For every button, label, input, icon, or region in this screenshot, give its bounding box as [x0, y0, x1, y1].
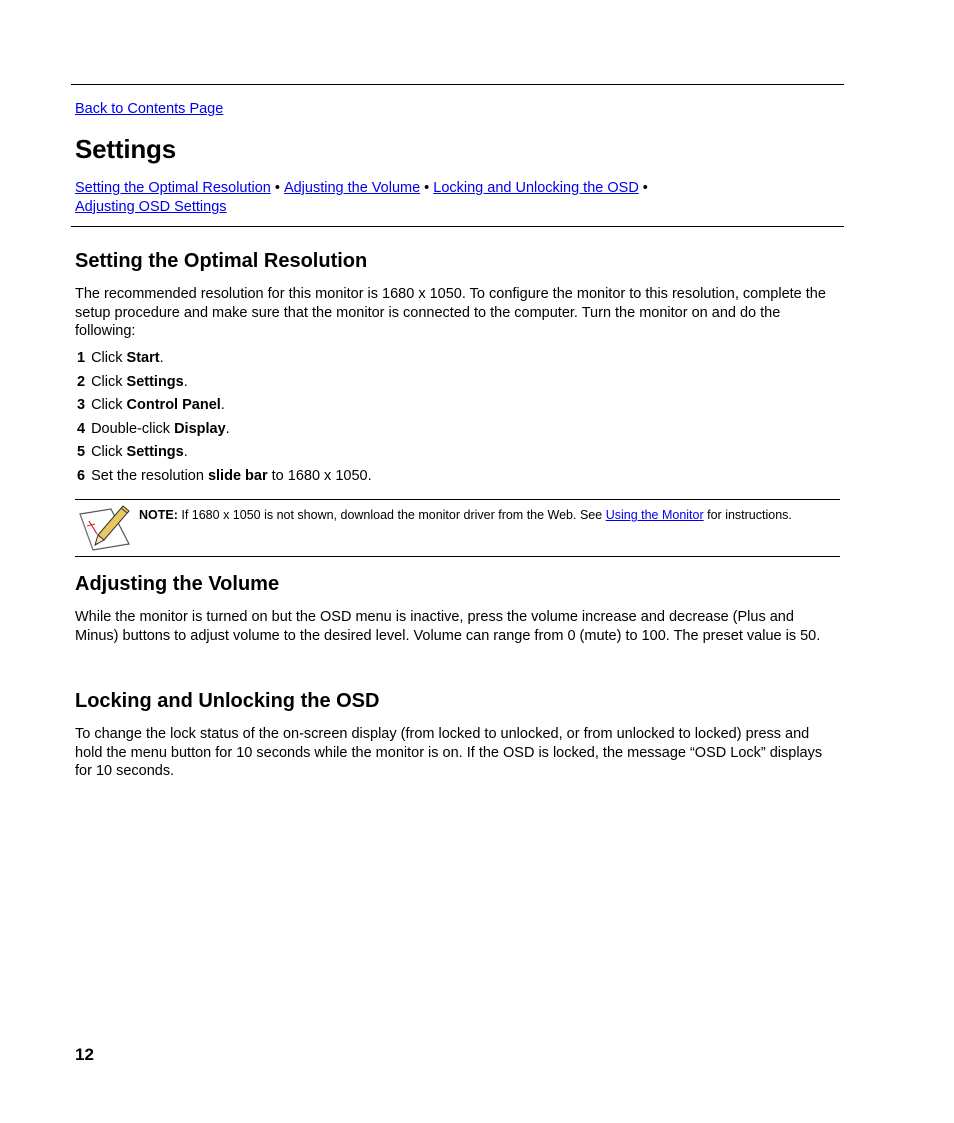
toc-link-locking-osd[interactable]: Locking and Unlocking the OSD: [433, 180, 639, 196]
page-number: 12: [75, 1045, 94, 1064]
step-text: Click: [91, 444, 127, 460]
toc-separator: •: [642, 180, 648, 196]
step-text: Double-click: [91, 420, 175, 437]
step-number: 2: [77, 373, 86, 390]
top-divider: [71, 84, 844, 85]
step-text-end: .: [159, 350, 164, 366]
note-label: NOTE:: [139, 508, 178, 522]
using-the-monitor-link[interactable]: Using the Monitor: [605, 508, 704, 522]
section-divider: [71, 226, 844, 227]
back-to-contents-link[interactable]: Back to Contents Page: [75, 101, 224, 117]
section-heading-resolution: Setting the Optimal Resolution: [75, 250, 368, 272]
resolution-steps: [77, 349, 372, 490]
step-text-end: .: [225, 420, 230, 437]
note-body: If 1680 x 1050 is not shown, download the monitor driver from the Web. See: [177, 508, 606, 522]
step-ui-term: Display: [174, 420, 226, 437]
step-item: [77, 467, 372, 491]
page-title: Settings: [75, 134, 176, 164]
step-number: 1: [77, 350, 86, 366]
toc-link-osd-settings[interactable]: Adjusting OSD Settings: [75, 199, 227, 215]
step-item: [77, 396, 372, 420]
step-text: Set the resolution: [91, 467, 208, 484]
resolution-intro: The recommended resolution for this monitor is 1680 x 1050. To configure the monitor to this resolution, complete the setup procedure and make sure that the monitor is connected to the computer. Turn the monitor on and do the following:: [75, 286, 826, 339]
step-ui-term: Start: [126, 350, 160, 366]
osd-lock-body: To change the lock status of the on-screen display (from locked to unlocked, or from unlocked to locked) press and hold the menu button for 10 seconds while the monitor is on. If the OSD is locked, the message “OSD Lock” displays for 10 seconds.: [75, 726, 823, 779]
toc-link-optimal-resolution[interactable]: Setting the Optimal Resolution: [75, 180, 271, 196]
step-item: [77, 373, 372, 397]
toc-separator: •: [424, 180, 430, 196]
step-text-end: .: [183, 373, 188, 390]
step-ui-term: Settings: [126, 444, 184, 460]
note-text: [139, 506, 829, 525]
step-text-end: .: [183, 444, 188, 460]
section-heading-volume: Adjusting the Volume: [75, 573, 280, 595]
step-item: [77, 443, 372, 467]
step-number: 5: [77, 444, 86, 460]
step-text: Click: [91, 350, 127, 366]
step-number: 6: [77, 467, 86, 484]
note-box: [75, 499, 840, 557]
section-links: [75, 179, 815, 217]
step-item: [77, 420, 372, 444]
note-body-end: for instructions.: [703, 508, 792, 522]
step-text: Click: [91, 397, 127, 413]
step-text: Click: [91, 373, 127, 390]
step-number: 3: [77, 397, 86, 413]
toc-separator: •: [274, 180, 280, 196]
note-pencil-icon: [77, 504, 131, 552]
step-text-end: to 1680 x 1050.: [267, 467, 372, 484]
step-item: [77, 349, 372, 373]
toc-link-adjusting-volume[interactable]: Adjusting the Volume: [283, 180, 421, 196]
step-number: 4: [77, 420, 86, 437]
step-ui-term: Settings: [126, 373, 184, 390]
volume-body: While the monitor is turned on but the OSD menu is inactive, press the volume increase and decrease (Plus and Minus) buttons to adjust volume to the desired level. Volume can range from 0 (mute) to 100. The preset value is 50.: [75, 609, 821, 644]
step-ui-term: slide bar: [207, 467, 268, 484]
step-ui-term: Control Panel: [126, 397, 221, 413]
step-text-end: .: [220, 397, 225, 413]
section-heading-osd-lock: Locking and Unlocking the OSD: [75, 690, 380, 712]
